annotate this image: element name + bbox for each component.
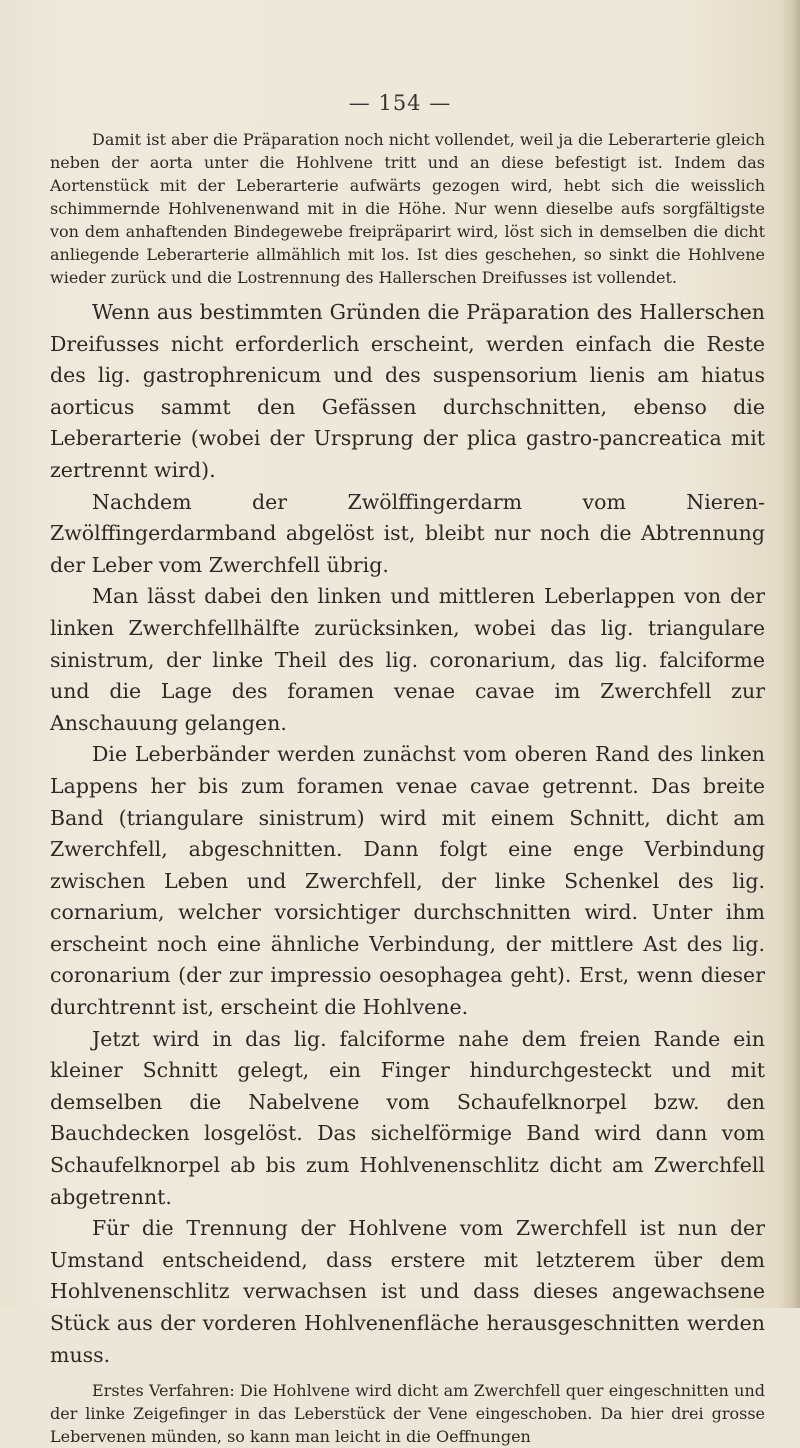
page-number: — 154 —: [348, 91, 452, 115]
paragraph-1: Damit ist aber die Präparation noch nicht vollendet, weil ja die Leberarterie gleich neben der aorta unter die Hohlvene tritt und an diese befestigt ist. Indem das Aortenstück mit der Leberarterie aufwärts gezogen wird, hebt sich die weisslich schimmernde Hohlvenenwand mit in die Höhe. Nur wenn dieselbe aufs sorgfältigste von dem anhaftenden Bindegewebe freipräparirt wird, löst sich in demselben die dicht anliegende Leberarterie allmählich mit los. Ist dies geschehen, so sinkt die Hohlvene wieder zurück und die Lostrennung des Hallerschen Dreifusses ist vollendet.: [50, 130, 765, 287]
paragraph-4: Man lässt dabei den linken und mittleren Leberlappen von der linken Zwerchfellhälfte zurücksinken, wobei das lig. triangulare sinistrum, der linke Theil des lig. coronarium, das lig. falciforme und die Lage des foramen venae cavae im Zwerchfell zur Anschauung gelangen.: [50, 584, 765, 735]
paragraph-6: Jetzt wird in das lig. falciforme nahe dem freien Rande ein kleiner Schnitt gelegt, ein Finger hindurchgesteckt und mit demselben die Nabelvene vom Schaufelknorpel bzw. den Bauchdecken losgelöst. Das sichelförmige Band wird dann vom Schaufelknorpel ab bis zum Hohlvenenschlitz dicht am Zwerchfell abgetrennt.: [50, 1026, 765, 1209]
paragraph-3: Nachdem der Zwölffingerdarm vom Nieren-Zwölffingerdarmband abgelöst ist, bleibt nur noch die Abtrennung der Leber vom Zwerchfell übrig.: [50, 489, 765, 577]
paragraph-7: Für die Trennung der Hohlvene vom Zwerchfell ist nun der Umstand entscheidend, dass erstere mit letzterem über dem Hohlvenenschlitz verwachsen ist und dass dieses angewachsene Stück aus der vorderen Hohlvenenfläche herausgeschnitten werden muss.: [50, 1216, 765, 1367]
page-body: [50, 128, 765, 1448]
page-edge-shadow: [782, 0, 800, 1308]
paragraph-8: Erstes Verfahren: Die Hohlvene wird dicht am Zwerchfell quer eingeschnitten und der linke Zeigefinger in das Leberstück der Vene eingeschoben. Da hier drei grosse Lebervenen münden, so kann man leicht in die Oeffnungen: [50, 1381, 765, 1447]
paragraph-2: Wenn aus bestimmten Gründen die Präparation des Hallerschen Dreifusses nicht erforderlich erscheint, werden einfach die Reste des lig. gastrophrenicum und des suspensorium lienis am hiatus aorticus sammt den Gefässen durchschnitten, ebenso die Leberarterie (wobei der Ursprung der plica gastro-pancreatica mit zertrennt wird).: [50, 300, 765, 482]
paragraph-5: Die Leberbänder werden zunächst vom oberen Rand des linken Lappens her bis zum foramen venae cavae getrennt. Das breite Band (triangulare sinistrum) wird mit einem Schnitt, dicht am Zwerchfell, abgeschnitten. Dann folgt eine enge Verbindung zwischen Leben und Zwerchfell, der linke Schenkel des lig. cornarium, welcher vorsichtiger durchschnitten wird. Unter ihm erscheint noch eine ähnliche Verbindung, der mittlere Ast des lig. coronarium (der zur impressio oesophagea geht). Erst, wenn dieser durchtrennt ist, erscheint die Hohlvene.: [50, 742, 765, 1020]
